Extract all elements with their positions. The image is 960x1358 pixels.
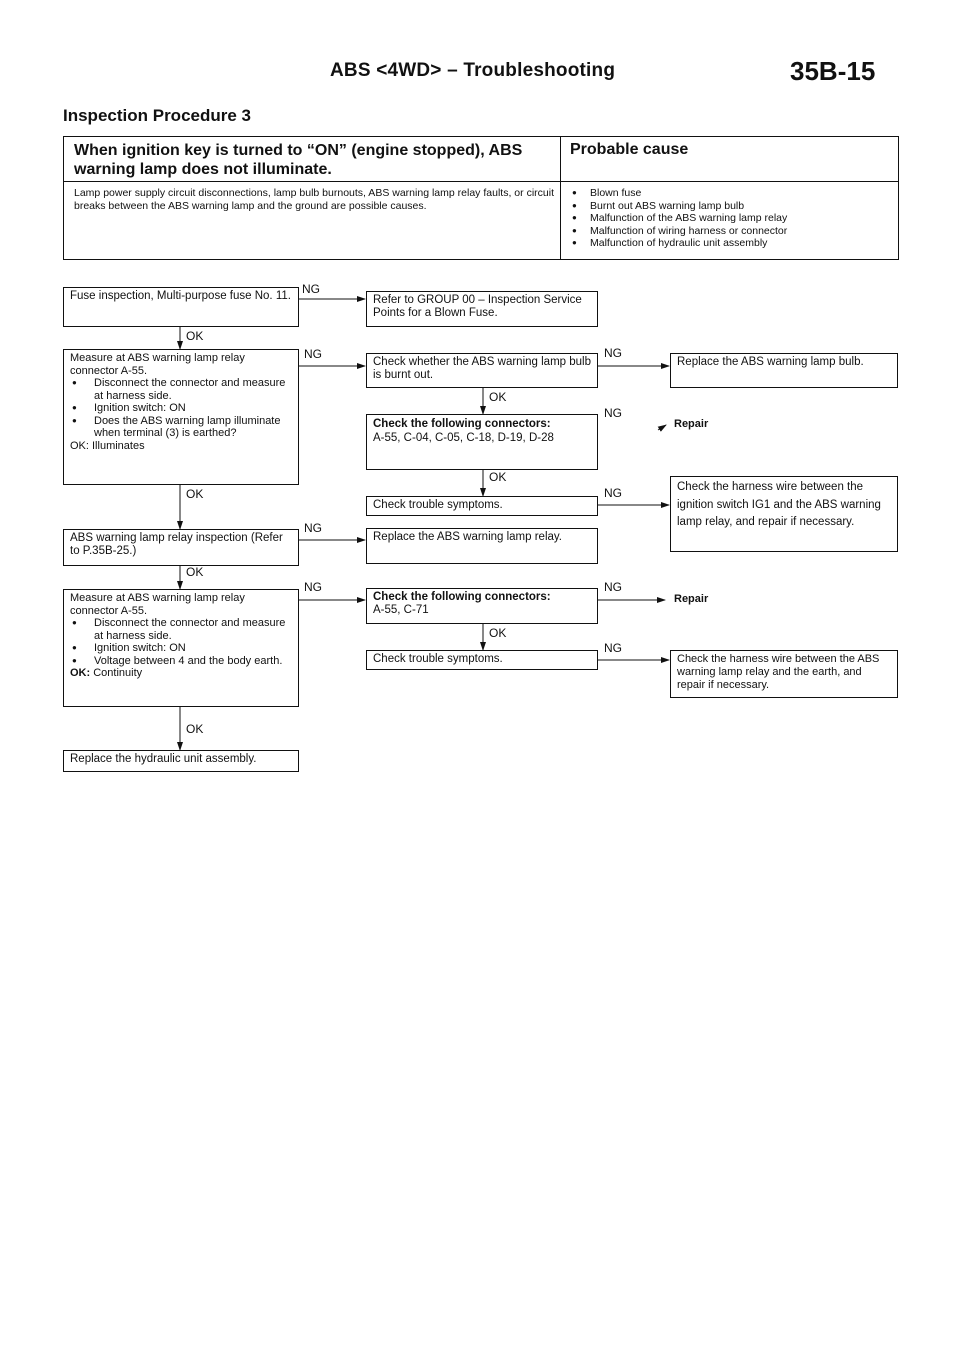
ng-label: NG	[604, 641, 622, 655]
step-text: Replace the hydraulic unit assembly.	[70, 753, 257, 765]
step-list-item: ● Disconnect the connector and measure at harness side.	[70, 617, 292, 642]
ok-label: OK	[489, 626, 507, 640]
step-text: Check trouble symptoms.	[373, 499, 503, 511]
step-text: Fuse inspection, Multi-purpose fuse No. 11.	[70, 290, 291, 302]
ng-connector	[658, 425, 666, 430]
symptom-heading: When ignition key is turned to “ON” (engine stopped), ABS warning lamp does not illuminate.	[74, 142, 523, 178]
step-check-bulb	[366, 353, 598, 388]
step-text: A-55, C-71	[373, 604, 429, 616]
step-list	[70, 617, 292, 667]
step-text: Refer to GROUP 00 – Inspection Service Points for a Blown Fuse.	[373, 294, 582, 319]
step-check-trouble-symptoms-2	[366, 650, 598, 670]
ok-criterion-label: OK:	[70, 667, 91, 679]
probable-cause-item: ● Malfunction of hydraulic unit assembly	[570, 237, 890, 250]
step-text: Check the harness wire between the ignition switch IG1 and the ABS warning lamp relay, and repair if necessary.	[677, 481, 881, 528]
ok-label: OK	[186, 329, 204, 343]
ok-criterion	[70, 667, 292, 680]
step-replace-bulb	[670, 353, 898, 388]
ok-criterion: OK: Illuminates	[70, 439, 145, 452]
step-list-item: ● Does the ABS warning lamp illuminate when terminal (3) is earthed?	[70, 415, 292, 440]
step-text: Check the harness wire between the ABS warning lamp relay and the earth, and repair if necessary.	[677, 653, 880, 691]
step-fuse-inspection	[63, 287, 299, 327]
step-measure-relay-connector	[63, 349, 299, 485]
ng-label: NG	[304, 580, 322, 594]
ok-criterion-value: Continuity	[93, 667, 143, 679]
step-check-connectors-1	[366, 414, 598, 470]
ng-label: NG	[604, 346, 622, 360]
probable-cause-item: ● Malfunction of wiring harness or connector	[570, 225, 890, 238]
step-replace-hydraulic-unit	[63, 750, 299, 772]
step-refer-blown-fuse	[366, 291, 598, 327]
repair-label: Repair	[674, 593, 709, 605]
ok-label: OK	[489, 390, 507, 404]
step-text: Check trouble symptoms.	[373, 653, 503, 665]
step-measure-relay-voltage	[63, 589, 299, 707]
page-number: 35B-15	[790, 56, 876, 86]
step-text: Measure at ABS warning lamp relay connector A-55.	[70, 592, 245, 617]
procedure-title: Inspection Procedure 3	[63, 106, 251, 125]
step-text: Measure at ABS warning lamp relay connector A-55.	[70, 352, 245, 377]
step-list-item: ● Ignition switch: ON	[70, 642, 292, 655]
ng-label: NG	[304, 521, 322, 535]
ok-label: OK	[489, 470, 507, 484]
step-replace-relay	[366, 528, 598, 564]
probable-cause-item: ● Blown fuse	[570, 187, 890, 200]
step-check-trouble-symptoms-1	[366, 496, 598, 516]
step-check-connectors-2	[366, 588, 598, 624]
section-title: ABS <4WD> – Troubleshooting	[330, 60, 616, 81]
ng-label: NG	[604, 406, 622, 420]
step-check-harness-earth	[670, 650, 898, 698]
repair-label: Repair	[674, 418, 709, 430]
ng-label: NG	[604, 580, 622, 594]
probable-cause-item: ● Malfunction of the ABS warning lamp relay	[570, 212, 890, 225]
probable-cause-item: ● Burnt out ABS warning lamp bulb	[570, 200, 890, 213]
ng-label: NG	[604, 486, 622, 500]
ng-label: NG	[304, 347, 322, 361]
step-text: Replace the ABS warning lamp relay.	[373, 531, 562, 543]
step-check-harness-ig1	[670, 476, 898, 552]
symptom-description: Lamp power supply circuit disconnections, lamp bulb burnouts, ABS warning lamp relay faults, or circuit breaks between the ABS warning lamp and the ground are possible causes.	[74, 187, 554, 212]
step-heading: Check the following connectors:	[373, 591, 551, 603]
ok-label: OK	[186, 487, 204, 501]
ok-label: OK	[186, 722, 204, 736]
step-list	[70, 377, 292, 440]
step-heading: Check the following connectors:	[373, 418, 551, 430]
step-text: Check whether the ABS warning lamp bulb is burnt out.	[373, 356, 591, 381]
step-relay-inspection	[63, 529, 299, 566]
step-text: ABS warning lamp relay inspection (Refer to P.35B-25.)	[70, 532, 283, 557]
step-list-item: ● Voltage between 4 and the body earth.	[70, 655, 292, 668]
ng-label: NG	[302, 282, 320, 296]
probable-cause-heading: Probable cause	[570, 141, 689, 158]
ok-label: OK	[186, 565, 204, 579]
step-text: A-55, C-04, C-05, C-18, D-19, D-28	[373, 432, 554, 444]
step-list-item: ● Disconnect the connector and measure at harness side.	[70, 377, 292, 402]
step-text: Replace the ABS warning lamp bulb.	[677, 356, 864, 368]
step-list-item: ● Ignition switch: ON	[70, 402, 292, 415]
